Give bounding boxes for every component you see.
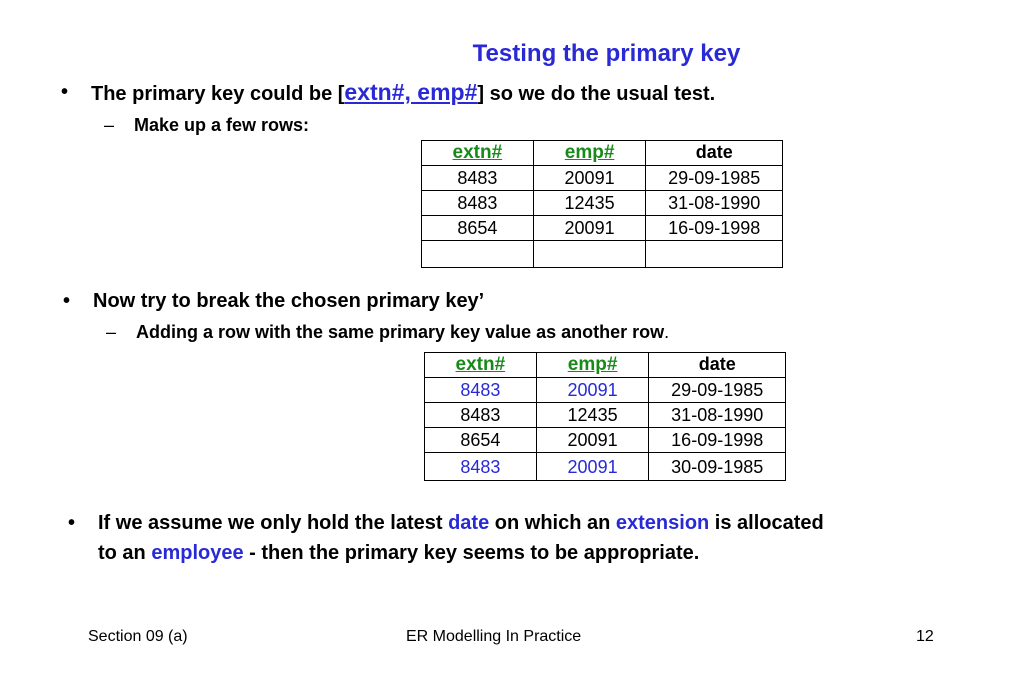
cell-duplicate: 8483 xyxy=(425,453,537,481)
sub-adding-row xyxy=(106,322,670,343)
cell: 16-09-1998 xyxy=(646,216,783,241)
bullet-primary-key xyxy=(61,79,716,107)
text: - then the primary key seems to be appropriate. xyxy=(243,542,700,564)
cell xyxy=(533,241,646,268)
cell: 20091 xyxy=(536,428,649,453)
cell-duplicate: 8483 xyxy=(425,378,537,403)
cell: 8654 xyxy=(425,428,537,453)
text: on which an xyxy=(489,512,616,534)
cell: 12435 xyxy=(533,191,646,216)
header-date: date xyxy=(649,353,786,378)
footer-title: ER Modelling In Practice xyxy=(406,628,582,645)
cell: 8654 xyxy=(422,216,534,241)
footer-page-number: 12 xyxy=(916,628,934,645)
sub-adding-row-period: . xyxy=(664,322,670,342)
table-row xyxy=(425,428,786,453)
cell: 20091 xyxy=(533,166,646,191)
header-extn: extn# xyxy=(422,141,534,166)
bullet1-suffix: ] so we do the usual test. xyxy=(477,83,716,105)
cell xyxy=(422,241,534,268)
table-row xyxy=(422,166,783,191)
table-row xyxy=(422,216,783,241)
bullet1-prefix: The primary key could be [ xyxy=(91,83,345,105)
text: to an xyxy=(98,542,152,564)
footer-section: Section 09 (a) xyxy=(88,628,188,645)
table-row xyxy=(422,191,783,216)
table-row xyxy=(425,378,786,403)
table-row xyxy=(425,403,786,428)
table-duplicate-key xyxy=(424,352,786,481)
sub-make-rows-text: Make up a few rows: xyxy=(134,115,310,135)
bullet-dot: • xyxy=(68,512,76,534)
cell: 16-09-1998 xyxy=(649,428,786,453)
cell-duplicate: 20091 xyxy=(536,453,649,481)
cell: 8483 xyxy=(425,403,537,428)
cell: 31-08-1990 xyxy=(646,191,783,216)
sub-adding-row-text: Adding a row with the same primary key value as another row xyxy=(136,322,665,342)
slide-title: Testing the primary key xyxy=(472,40,741,67)
cell: 31-08-1990 xyxy=(649,403,786,428)
cell: 30-09-1985 xyxy=(649,453,786,481)
highlight-extension: extension xyxy=(615,512,710,534)
sub-make-rows xyxy=(104,115,310,136)
cell: 12435 xyxy=(536,403,649,428)
bullet1-key: extn#, emp# xyxy=(344,79,478,105)
conclusion-line-2 xyxy=(98,538,824,568)
cell: 8483 xyxy=(422,166,534,191)
header-emp: emp# xyxy=(533,141,646,166)
bullet-break-key xyxy=(63,288,485,314)
highlight-employee: employee xyxy=(151,542,244,564)
table-example-rows xyxy=(421,140,783,268)
cell: 29-09-1985 xyxy=(649,378,786,403)
bullet-conclusion xyxy=(68,508,824,568)
text: If we assume we only hold the latest xyxy=(98,512,449,534)
cell: 20091 xyxy=(533,216,646,241)
highlight-date: date xyxy=(448,512,490,534)
cell: 29-09-1985 xyxy=(646,166,783,191)
conclusion-line-1 xyxy=(98,508,824,538)
cell xyxy=(646,241,783,268)
table-row-empty xyxy=(422,241,783,268)
text: is allocated xyxy=(709,512,824,534)
sub-dash: – xyxy=(106,322,117,342)
cell-duplicate: 20091 xyxy=(536,378,649,403)
sub-dash: – xyxy=(104,115,115,135)
cell: 8483 xyxy=(422,191,534,216)
header-emp: emp# xyxy=(536,353,649,378)
bullet-dot: • xyxy=(63,290,71,312)
header-date: date xyxy=(646,141,783,166)
bullet-dot: • xyxy=(61,81,69,103)
bullet2-text: Now try to break the chosen primary key’ xyxy=(93,290,485,312)
table-row xyxy=(425,453,786,481)
header-extn: extn# xyxy=(425,353,537,378)
